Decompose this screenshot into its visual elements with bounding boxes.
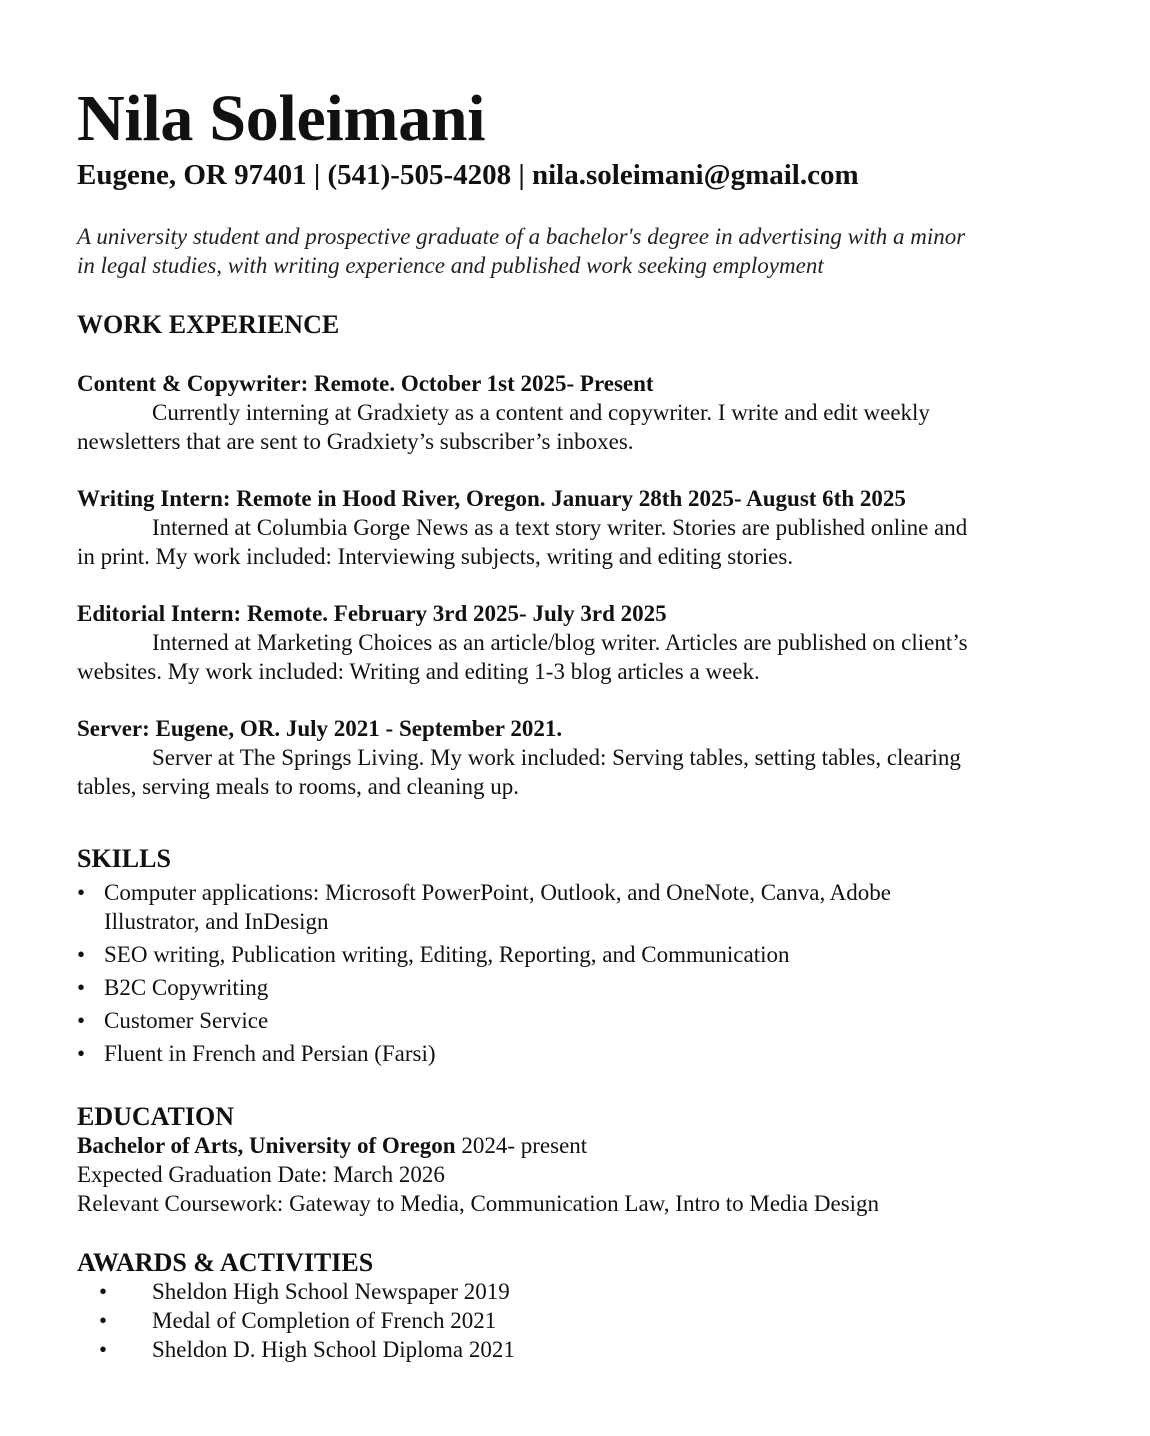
job-description-line: tables, serving meals to rooms, and cleaning up.	[77, 774, 520, 799]
job-title: Server: Eugene, OR. July 2021 - September 2021.	[77, 716, 563, 741]
job-entry	[77, 714, 1077, 801]
award-text: Sheldon High School Newspaper 2019	[152, 1279, 510, 1304]
education-heading: EDUCATION	[77, 1102, 234, 1131]
degree-dates: 2024- present	[455, 1133, 588, 1158]
job-title: Editorial Intern: Remote. February 3rd 2025- July 3rd 2025	[77, 601, 667, 626]
award-text: Medal of Completion of French 2021	[152, 1308, 497, 1333]
bullet-icon: •	[99, 1308, 108, 1333]
bullet-icon: •	[77, 1008, 86, 1033]
award-text: Sheldon D. High School Diploma 2021	[152, 1337, 515, 1362]
job-entry	[77, 599, 1077, 686]
bullet-icon: •	[99, 1337, 108, 1362]
contact-line: Eugene, OR 97401 | (541)-505-4208 | nila.soleimani@gmail.com	[77, 159, 859, 191]
skill-text: Illustrator, and InDesign	[104, 909, 329, 934]
job-entry	[77, 369, 1077, 456]
skills-heading: SKILLS	[77, 844, 171, 873]
work-experience-heading: WORK EXPERIENCE	[77, 310, 340, 339]
degree-name: Bachelor of Arts, University of Oregon	[77, 1133, 456, 1158]
list-item	[77, 878, 1077, 936]
list-item	[77, 1306, 515, 1335]
skill-text: Computer applications: Microsoft PowerPoint, Outlook, and OneNote, Canva, Adobe	[104, 880, 891, 905]
job-description-line: websites. My work included: Writing and editing 1-3 blog articles a week.	[77, 659, 760, 684]
bullet-icon: •	[99, 1279, 108, 1304]
list-item	[77, 1335, 515, 1364]
skill-text: B2C Copywriting	[104, 975, 269, 1000]
bullet-icon: •	[77, 880, 86, 905]
graduation-date: Expected Graduation Date: March 2026	[77, 1162, 445, 1187]
skills-list	[77, 878, 1077, 1072]
job-entry	[77, 484, 1077, 571]
list-item	[77, 940, 1077, 969]
list-item	[77, 1006, 1077, 1035]
coursework: Relevant Coursework: Gateway to Media, Communication Law, Intro to Media Design	[77, 1191, 880, 1216]
awards-heading: AWARDS & ACTIVITIES	[77, 1248, 374, 1277]
list-item	[77, 973, 1077, 1002]
summary-line: A university student and prospective graduate of a bachelor's degree in advertising with a minor	[77, 224, 966, 249]
job-description-line: Currently interning at Gradxiety as a content and copywriter. I write and edit weekly	[152, 400, 930, 425]
applicant-name: Nila Soleimani	[77, 82, 486, 155]
summary-statement	[77, 222, 1077, 280]
skill-text: Customer Service	[104, 1008, 269, 1033]
list-item	[77, 1277, 515, 1306]
job-description-line: in print. My work included: Interviewing subjects, writing and editing stories.	[77, 544, 794, 569]
awards-list	[77, 1277, 515, 1364]
job-title: Content & Copywriter: Remote. October 1st 2025- Present	[77, 371, 654, 396]
job-description-line: newsletters that are sent to Gradxiety’s subscriber’s inboxes.	[77, 429, 634, 454]
job-description-line: Interned at Columbia Gorge News as a text story writer. Stories are published online and	[152, 515, 968, 540]
job-description-line: Interned at Marketing Choices as an article/blog writer. Articles are published on client’s	[152, 630, 968, 655]
skill-text: Fluent in French and Persian (Farsi)	[104, 1041, 436, 1066]
bullet-icon: •	[77, 942, 86, 967]
bullet-icon: •	[77, 975, 86, 1000]
list-item	[77, 1039, 1077, 1068]
summary-line: in legal studies, with writing experience and published work seeking employment	[77, 253, 824, 278]
degree-line	[77, 1131, 1077, 1160]
skill-text: SEO writing, Publication writing, Editing, Reporting, and Communication	[104, 942, 790, 967]
bullet-icon: •	[77, 1041, 86, 1066]
job-description-line: Server at The Springs Living. My work included: Serving tables, setting tables, clearing	[152, 745, 961, 770]
education-block	[77, 1131, 1077, 1218]
job-title: Writing Intern: Remote in Hood River, Oregon. January 28th 2025- August 6th 2025	[77, 486, 906, 511]
